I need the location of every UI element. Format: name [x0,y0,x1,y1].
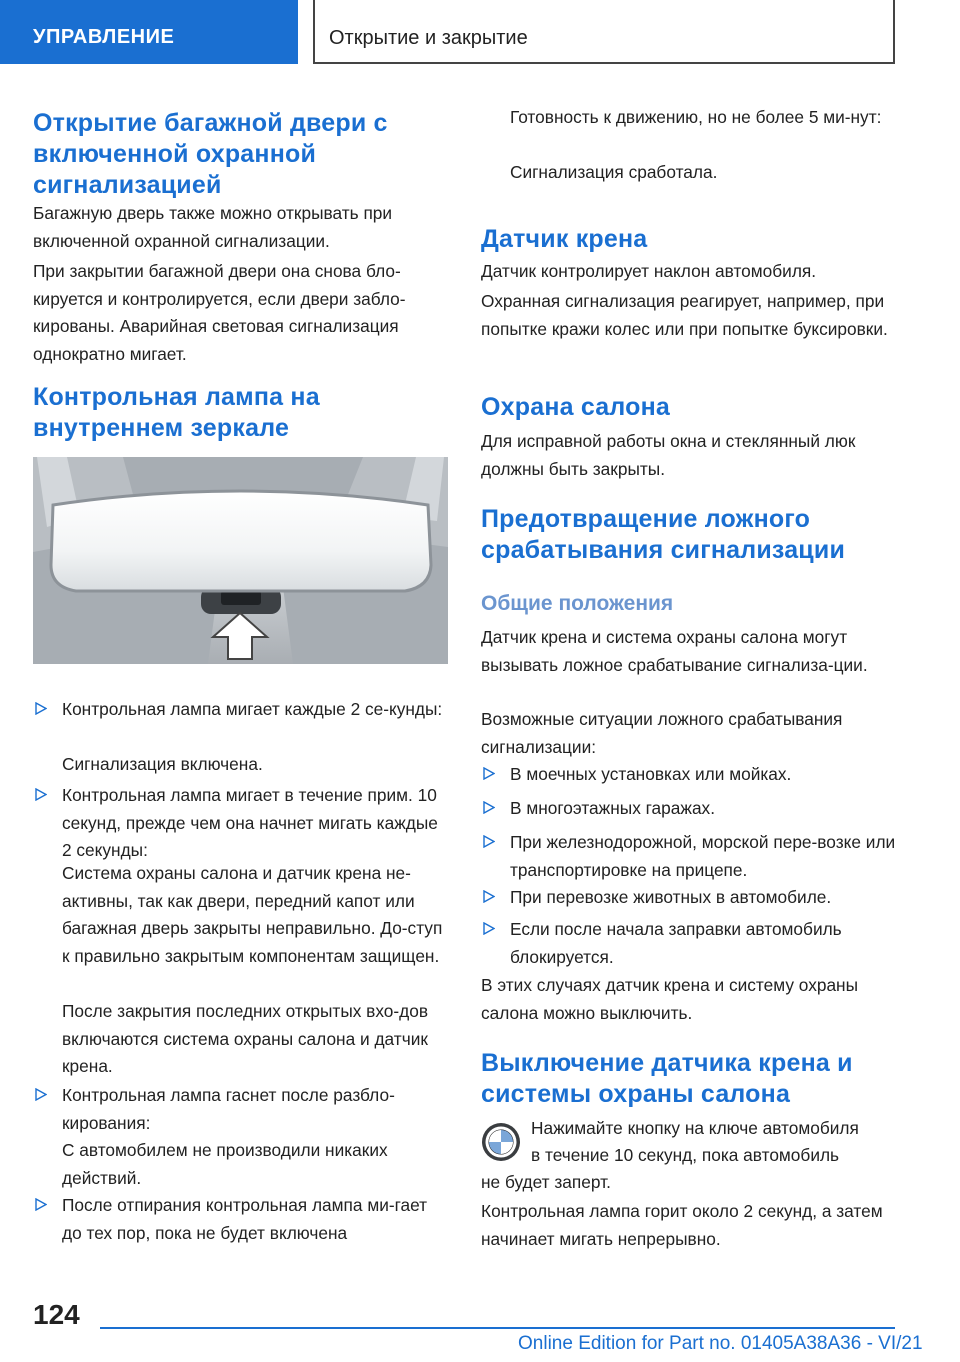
paragraph-tailgate-2: При закрытии багажной двери она снова бло-кируется и контролируется, если двери забло-кированы. Аварийная световая сигнализация однократно мигает. [33,261,406,364]
list-item-text: При железнодорожной, морской пере-возке или транспортировке на прицепе. [510,832,896,880]
footer-edition: Online Edition for Part no. 01405A38A36 - VI/21 [518,1333,923,1354]
heading-interior: Охрана салона [481,393,671,421]
triangle-right-icon [483,767,495,780]
chapter-title: Открытие и закрытие [329,27,528,49]
heading-false-alarm: Предотвращение ложного срабатывания сигнализации [481,505,846,564]
list-item [481,916,901,971]
heading-disable: Выключение датчика крена и системы охраны салона [481,1049,853,1108]
list-item [481,795,901,823]
list-item-text: В моечных установках или мойках. [510,764,792,784]
list-item [481,761,901,789]
list-item-text: После отпирания контрольная лампа ми-гает до тех пор, пока не будет включена [62,1195,428,1243]
triangle-right-icon [483,835,495,848]
paragraph-tilt-1: Датчик контролирует наклон автомобиля. [481,261,817,281]
list-item-text: Контрольная лампа мигает каждые 2 се-кунды: [62,699,443,719]
paragraph-general-1: Датчик крена и система охраны салона могут вызывать ложное срабатывание сигнализа-ции. [481,627,868,675]
paragraph-tilt-2: Охранная сигнализация реагирует, например, при попытке кражи колес или при попытке буксировки. [481,291,888,339]
paragraph-disable-2: Контрольная лампа горит около 2 секунд, а затем начинает мигать непрерывно. [481,1201,883,1249]
rearview-mirror-illustration [33,457,448,664]
list-item-text: Контрольная лампа мигает в течение прим. 10 секунд, прежде чем она начнет мигать каждые 2 секунды: [62,785,438,860]
triangle-right-icon [483,890,495,903]
list-item [33,782,448,865]
section-title: УПРАВЛЕНИЕ [33,26,175,48]
list-item [33,1082,448,1137]
triangle-right-icon [35,1198,47,1211]
list-item [481,829,901,884]
mirror-drawing [33,457,448,664]
paragraph-interior: Для исправной работы окна и стеклянный люк должны быть закрыты. [481,431,856,479]
paragraph-disable-1b: в течение 10 секунд, пока автомобиль [531,1145,840,1165]
heading-mirror-lamp: Контрольная лампа на внутреннем зеркале [33,383,320,442]
list-item-text: При перевозке животных в автомобиле. [510,887,832,907]
list-item-detail: После закрытия последних открытых вхо-дов включаются система охраны салона и датчик крена. [62,1001,429,1076]
heading-tailgate: Открытие багажной двери с включенной охранной сигнализацией [33,109,388,199]
list-item-text: Если после начала заправки автомобиль блокируется. [510,919,842,967]
list-item-detail: Система охраны салона и датчик крена не-активны, так как двери, передний капот или багажная дверь закрыты неправильно. До-ступ к правильно закрытым компонентам защищен. [62,863,443,966]
list-item [33,696,448,724]
continued-text-1: Готовность к движению, но не более 5 ми-нут: [510,107,882,127]
list-item-detail: С автомобилем не производили никаких действий. [62,1140,388,1188]
triangle-right-icon [35,702,47,715]
list-item-text: В многоэтажных гаражах. [510,798,716,818]
subheading-general: Общие положения [481,592,674,615]
list-item-detail: Сигнализация включена. [62,754,263,774]
triangle-right-icon [483,801,495,814]
section-tab [0,0,298,64]
page-number: 124 [33,1299,80,1330]
heading-tilt-sensor: Датчик крена [481,225,648,253]
triangle-right-icon [483,922,495,935]
triangle-right-icon [35,1088,47,1101]
paragraph-tailgate-1: Багажную дверь также можно открывать при включенной охранной сигнализации. [33,203,393,251]
paragraph-disable-1c: не будет заперт. [481,1172,611,1192]
footer-divider [100,1327,895,1329]
list-item-text: Контрольная лампа гаснет после разбло-кирования: [62,1085,395,1133]
paragraph-general-2: Возможные ситуации ложного срабатывания сигнализации: [481,709,843,757]
list-item [33,1192,448,1247]
paragraph-disable-1a: Нажимайте кнопку на ключе автомобиля [531,1118,859,1138]
paragraph-general-3: В этих случаях датчик крена и систему охраны салона можно выключить. [481,975,859,1023]
triangle-right-icon [35,788,47,801]
chapter-tab [313,0,895,64]
bmw-key-icon [481,1122,521,1162]
list-item [481,884,901,912]
continued-text-2: Сигнализация сработала. [510,162,718,182]
